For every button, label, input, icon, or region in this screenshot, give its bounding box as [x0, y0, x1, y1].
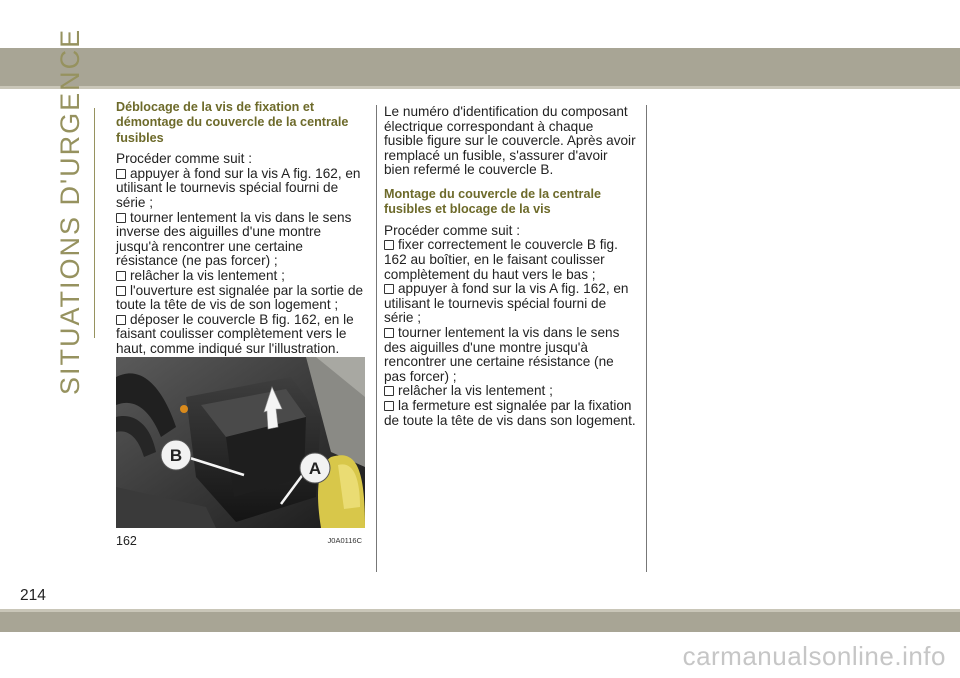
figure-code: J0A0116C — [327, 536, 362, 545]
watermark: carmanualsonline.info — [682, 641, 946, 671]
list-item: appuyer à fond sur la vis A fig. 162, en utilisant le tournevis spécial fourni de série ; — [116, 165, 361, 210]
fuse-box-photo — [116, 357, 365, 528]
figure-number: 162 — [116, 534, 137, 548]
list-item: fixer correctement le couvercle B fig. 162 au boîtier, en le faisant coulisser complètement du haut vers le bas ; — [384, 237, 618, 282]
checkbox-bullet-icon — [384, 386, 394, 396]
left-section-title: Déblocage de la vis de fixation et démontage du couvercle de la centrale fusibles — [116, 100, 349, 145]
checkbox-bullet-icon — [116, 315, 126, 325]
checkbox-bullet-icon — [116, 169, 126, 179]
checkbox-bullet-icon — [384, 328, 394, 338]
list-item: appuyer à fond sur la vis A fig. 162, en utilisant le tournevis spécial fourni de série ; — [384, 281, 629, 326]
callout-b: B — [169, 446, 183, 465]
checkbox-bullet-icon — [116, 213, 126, 223]
list-item: tourner lentement la vis dans le sens des aiguilles d'une montre jusqu'à rencontrer une certaine résistance (ne pas forcer) ; — [384, 324, 620, 384]
right-column — [384, 105, 636, 428]
checkbox-bullet-icon — [384, 401, 394, 411]
list-item: relâcher la vis lentement ; — [116, 269, 366, 284]
list-item: relâcher la vis lentement ; — [384, 384, 636, 399]
column-divider — [376, 105, 377, 572]
section-side-title: SITUATIONS D'URGENCE — [55, 27, 85, 395]
header-rule — [0, 86, 960, 89]
right-paragraph: Le numéro d'identification du composant électrique correspondant à chaque fusible figure sur le couvercle. Après avoir remplacé un fusible, s'assurer d'avoir bien refermé le couvercle B. — [384, 104, 636, 178]
top-margin — [0, 0, 960, 48]
left-column — [116, 100, 366, 357]
side-rule — [94, 108, 95, 338]
checkbox-bullet-icon — [116, 271, 126, 281]
checkbox-bullet-icon — [384, 284, 394, 294]
callout-a: A — [308, 459, 322, 478]
checkbox-bullet-icon — [116, 286, 126, 296]
footer-bar — [0, 612, 960, 632]
page-number: 214 — [20, 587, 46, 604]
column-divider — [646, 105, 647, 572]
right-section-title: Montage du couvercle de la centrale fusibles et blocage de la vis — [384, 186, 601, 217]
left-intro: Procéder comme suit : — [116, 151, 252, 167]
list-item: la fermeture est signalée par la fixation de toute la tête de vis dans son logement. — [384, 397, 636, 428]
header-bar — [0, 48, 960, 86]
fuse-box-illustration — [116, 357, 365, 528]
right-intro: Procéder comme suit : — [384, 222, 520, 238]
list-item: l'ouverture est signalée par la sortie de toute la tête de vis de son logement ; — [116, 282, 364, 313]
list-item: déposer le couvercle B fig. 162, en le faisant coulisser complètement vers le haut, comme indiqué sur l'illustration. — [116, 311, 354, 356]
list-item: tourner lentement la vis dans le sens inverse des aiguilles d'une montre jusqu'à rencontrer une certaine résistance (ne pas forcer) ; — [116, 209, 352, 269]
checkbox-bullet-icon — [384, 240, 394, 250]
